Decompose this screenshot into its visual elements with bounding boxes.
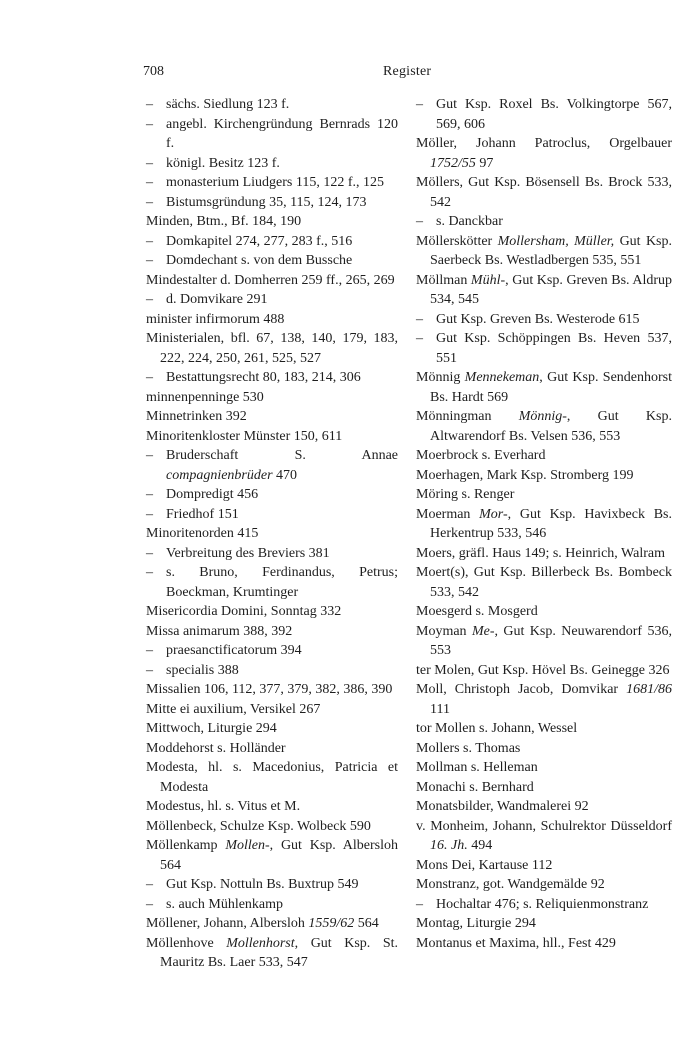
entry-text: Domkapitel 274, 277, 283 f., 516 <box>166 233 353 249</box>
entry-text: specialis 388 <box>166 662 239 678</box>
entry-text: Mitte ei auxilium, Versikel 267 <box>146 701 321 717</box>
index-subentry <box>146 368 398 388</box>
entry-text-italic: Mollersham, Müller, <box>497 233 615 249</box>
entry-text: , Gut Ksp. Altwarendorf Bs. Velsen 536, 553 <box>430 409 672 444</box>
entry-text: Ministerialen, bfl. 67, 138, 140, 179, 183, 222, 224, 250, 261, 525, 527 <box>146 331 398 366</box>
entry-text: Monachi s. Bernhard <box>416 779 534 795</box>
index-entry <box>416 719 672 739</box>
index-column-right <box>416 95 672 953</box>
index-entry <box>146 719 398 739</box>
entry-text: Missalien 106, 112, 377, 379, 382, 386, 390 <box>146 682 393 697</box>
index-subentry <box>146 232 398 252</box>
index-entry <box>416 739 672 759</box>
entry-text-italic: 1559/62 <box>308 916 355 931</box>
index-entry <box>416 368 672 407</box>
entry-text: praesanctificatorum 394 <box>166 643 302 658</box>
index-subentry <box>146 563 398 602</box>
entry-text: s. Bruno, Ferdinandus, Petrus; Boeckman, Krumtinger <box>166 565 398 600</box>
subentry-dash: – <box>416 331 423 346</box>
entry-text: Bruderschaft S. Annae <box>166 448 398 463</box>
entry-text: Moesgerd s. Mosgerd <box>416 604 538 619</box>
entry-text: Misericordia Domini, Sonntag 332 <box>146 604 342 619</box>
index-entry <box>416 544 672 564</box>
index-subentry <box>146 505 398 525</box>
index-entry <box>146 622 398 642</box>
index-subentry <box>416 310 672 330</box>
subentry-dash: – <box>146 155 153 171</box>
entry-text-italic: Mollenhorst <box>226 935 295 951</box>
index-entry <box>146 836 398 875</box>
entry-text: Gut Ksp. Roxel Bs. Volkingtorpe 567, 569, 606 <box>436 97 672 132</box>
entry-text: Monatsbilder, Wandmalerei 92 <box>416 799 589 814</box>
entry-text: 564 <box>354 916 379 931</box>
index-subentry <box>146 661 398 681</box>
index-subentry <box>146 154 398 174</box>
index-entry <box>146 329 398 368</box>
entry-text: Gut Ksp. Schöppingen Bs. Heven 537, 551 <box>436 331 672 366</box>
entry-text: ter Molen, Gut Ksp. Hövel Bs. Geinegge 326 <box>416 662 670 678</box>
index-subentry <box>416 895 672 915</box>
entry-text: Monstranz, got. Wandgemälde 92 <box>416 877 605 892</box>
entry-text: s. Danckbar <box>436 214 503 229</box>
index-entry <box>146 739 398 759</box>
entry-text: Moers, gräfl. Haus 149; s. Heinrich, Walram <box>416 545 665 561</box>
entry-text: Möllman <box>416 272 471 288</box>
entry-text: Möller, Johann Patroclus, Orgelbauer <box>416 136 672 151</box>
subentry-dash: – <box>146 896 153 912</box>
entry-text: , Gut Ksp. Sendenhorst Bs. Hardt 569 <box>430 370 672 405</box>
entry-text: Moerhagen, Mark Ksp. Stromberg 199 <box>416 467 634 483</box>
index-entry <box>146 602 398 622</box>
entry-text: Gut Ksp. Nottuln Bs. Buxtrup 549 <box>166 877 359 892</box>
subentry-dash: – <box>146 97 153 112</box>
subentry-dash: – <box>146 194 153 210</box>
index-subentry <box>146 875 398 895</box>
subentry-dash: – <box>146 506 153 522</box>
entry-text: Domdechant s. von dem Bussche <box>166 253 353 268</box>
index-subentry <box>416 95 672 134</box>
subentry-dash: – <box>146 116 153 132</box>
entry-text: v. Monheim, Johann, Schulrektor Düsseldorf <box>416 818 672 834</box>
subentry-dash: – <box>146 662 153 678</box>
index-entry <box>416 271 672 310</box>
index-entry <box>146 914 398 934</box>
subentry-dash: – <box>146 292 153 307</box>
index-subentry <box>146 115 398 154</box>
index-entry <box>146 934 398 973</box>
entry-text: Moert(s), Gut Ksp. Billerbeck Bs. Bombeck 533, 542 <box>416 565 672 600</box>
subentry-dash: – <box>146 233 153 249</box>
index-entry <box>416 758 672 778</box>
entry-text-italic: 1681/86 <box>626 682 672 697</box>
running-head: Register <box>383 64 432 79</box>
entry-text: minister infirmorum 488 <box>146 311 285 327</box>
entry-text: s. auch Mühlenkamp <box>166 896 284 912</box>
entry-text: Hochaltar 476; s. Reliquienmonstranz <box>436 896 649 912</box>
entry-text: Moddehorst s. Holländer <box>146 740 286 756</box>
subentry-dash: – <box>146 253 153 268</box>
entry-text: minnenpenninge 530 <box>146 389 264 405</box>
index-entry <box>416 934 672 954</box>
index-entry <box>146 700 398 720</box>
index-subentry <box>416 329 672 368</box>
index-entry <box>146 524 398 544</box>
entry-text: 494 <box>467 838 493 853</box>
entry-text: Mittwoch, Liturgie 294 <box>146 721 277 736</box>
entry-text: , Gut Ksp. St. Mauritz Bs. Laer 533, 547 <box>160 935 399 970</box>
entry-text: Gut Ksp. Greven Bs. Westerode 615 <box>436 311 640 327</box>
entry-text: Mollers s. Thomas <box>416 740 521 756</box>
subentry-dash: – <box>146 877 153 892</box>
index-subentry <box>146 485 398 505</box>
subentry-dash: – <box>416 896 423 912</box>
entry-text: Dompredigt 456 <box>166 487 259 502</box>
index-entry <box>416 505 672 544</box>
index-entry <box>416 680 672 719</box>
entry-text: Möring s. Renger <box>416 487 515 502</box>
index-entry <box>146 407 398 427</box>
index-entry <box>146 758 398 797</box>
entry-text: Mönningman <box>416 409 519 424</box>
entry-text: Friedhof 151 <box>166 506 239 522</box>
index-entry <box>416 856 672 876</box>
entry-text: Modesta, hl. s. Macedonius, Patricia et Modesta <box>146 760 398 795</box>
index-entry <box>146 271 398 291</box>
entry-text: Minden, Btm., Bf. 184, 190 <box>146 214 302 229</box>
index-entry <box>416 407 672 446</box>
subentry-dash: – <box>416 97 423 112</box>
entry-text: , Gut Ksp. Albersloh 564 <box>160 838 398 873</box>
index-subentry <box>146 251 398 271</box>
entry-text-italic: 16. Jh. <box>430 838 468 853</box>
index-entry <box>416 446 672 466</box>
index-entry <box>416 875 672 895</box>
index-entry <box>416 602 672 622</box>
entry-text-italic: Mor- <box>479 506 508 522</box>
entry-text: Moerman <box>416 506 480 522</box>
subentry-dash: – <box>146 545 153 561</box>
subentry-dash: – <box>416 311 423 327</box>
index-entry <box>416 563 672 602</box>
entry-text: Möllerskötter <box>416 233 498 249</box>
entry-text: Mons Dei, Kartause 112 <box>416 857 553 873</box>
entry-text: Minoritenkloster Münster 150, 611 <box>146 428 343 444</box>
entry-text: Möllener, Johann, Albersloh <box>146 916 309 931</box>
entry-text: Montag, Liturgie 294 <box>416 916 536 931</box>
entry-text: Mönnig <box>416 370 465 385</box>
index-subentry <box>146 193 398 213</box>
subentry-dash: – <box>416 214 423 229</box>
entry-text: 97 <box>475 155 494 171</box>
index-subentry <box>146 95 398 115</box>
index-entry <box>146 797 398 817</box>
entry-text: angebl. Kirchengründung Bernrads 120 f. <box>166 116 398 151</box>
index-subentry <box>146 446 398 485</box>
entry-text-italic: Me- <box>471 623 495 639</box>
entry-text: , Gut Ksp. Greven Bs. Aldrup 534, 545 <box>430 272 672 307</box>
entry-text-italic: compagnienbrüder <box>166 467 273 483</box>
entry-text-italic: 1752/55 <box>430 155 476 171</box>
entry-text: Möllers, Gut Ksp. Bösensell Bs. Brock 533, 542 <box>416 175 672 210</box>
entry-text: , Gut Ksp. Neuwarendorf 536, 553 <box>430 623 672 658</box>
index-subentry <box>146 544 398 564</box>
index-subentry <box>146 895 398 915</box>
index-entry <box>416 778 672 798</box>
index-entry <box>416 797 672 817</box>
entry-text: tor Mollen s. Johann, Wessel <box>416 721 578 736</box>
entry-text: 111 <box>430 701 450 717</box>
index-entry <box>146 212 398 232</box>
index-entry <box>416 661 672 681</box>
entry-text: Mollman s. Helleman <box>416 760 538 775</box>
entry-text: Minoritenorden 415 <box>146 526 259 541</box>
index-subentry <box>146 173 398 193</box>
index-entry <box>416 914 672 934</box>
entry-text: Verbreitung des Breviers 381 <box>166 545 330 561</box>
index-entry <box>146 310 398 330</box>
entry-text: Gut Ksp. Saerbeck Bs. Westladbergen 535, 551 <box>430 233 672 268</box>
entry-text: Bistumsgründung 35, 115, 124, 173 <box>166 194 367 210</box>
entry-text: sächs. Siedlung 123 f. <box>166 97 290 112</box>
index-entry <box>146 388 398 408</box>
index-entry <box>416 134 672 173</box>
subentry-dash: – <box>146 448 153 463</box>
entry-text: d. Domvikare 291 <box>166 292 268 307</box>
entry-text: Möllenhove <box>146 935 227 951</box>
entry-text: Montanus et Maxima, hll., Fest 429 <box>416 935 616 951</box>
entry-text: Möllenbeck, Schulze Ksp. Wolbeck 590 <box>146 818 371 834</box>
page-number: 708 <box>143 64 164 79</box>
entry-text: monasterium Liudgers 115, 122 f., 125 <box>166 175 385 190</box>
entry-text: Modestus, hl. s. Vitus et M. <box>146 799 301 814</box>
entry-text: 470 <box>272 467 298 483</box>
subentry-dash: – <box>146 175 153 190</box>
entry-text: Moyman <box>416 623 472 639</box>
index-subentry <box>146 641 398 661</box>
entry-text: Möllenkamp <box>146 838 226 853</box>
index-subentry <box>146 290 398 310</box>
entry-text: , Gut Ksp. Havixbeck Bs. Herkentrup 533, 546 <box>430 506 672 541</box>
entry-text: Moerbrock s. Everhard <box>416 448 546 463</box>
index-column-left <box>146 95 398 973</box>
index-entry <box>416 173 672 212</box>
entry-text: königl. Besitz 123 f. <box>166 155 280 171</box>
index-entry <box>416 232 672 271</box>
index-entry <box>146 817 398 837</box>
index-entry <box>416 817 672 856</box>
entry-text: Moll, Christoph Jacob, Domvikar <box>416 682 627 697</box>
subentry-dash: – <box>146 487 153 502</box>
index-entry <box>416 622 672 661</box>
index-entry <box>416 485 672 505</box>
entry-text-italic: Mühl- <box>470 272 506 288</box>
subentry-dash: – <box>146 565 153 580</box>
index-entry <box>146 680 398 700</box>
entry-text: Bestattungsrecht 80, 183, 214, 306 <box>166 370 361 385</box>
subentry-dash: – <box>146 370 153 385</box>
index-entry <box>146 427 398 447</box>
entry-text: Mindestalter d. Domherren 259 ff., 265, 269 <box>146 272 395 288</box>
entry-text-italic: Mennekeman <box>464 370 540 385</box>
entry-text: Minnetrinken 392 <box>146 409 247 424</box>
entry-text: Missa animarum 388, 392 <box>146 623 293 639</box>
entry-text-italic: Mönnig- <box>518 409 567 424</box>
subentry-dash: – <box>146 643 153 658</box>
index-entry <box>416 466 672 486</box>
entry-text-italic: Mollen- <box>225 838 270 853</box>
index-subentry <box>416 212 672 232</box>
